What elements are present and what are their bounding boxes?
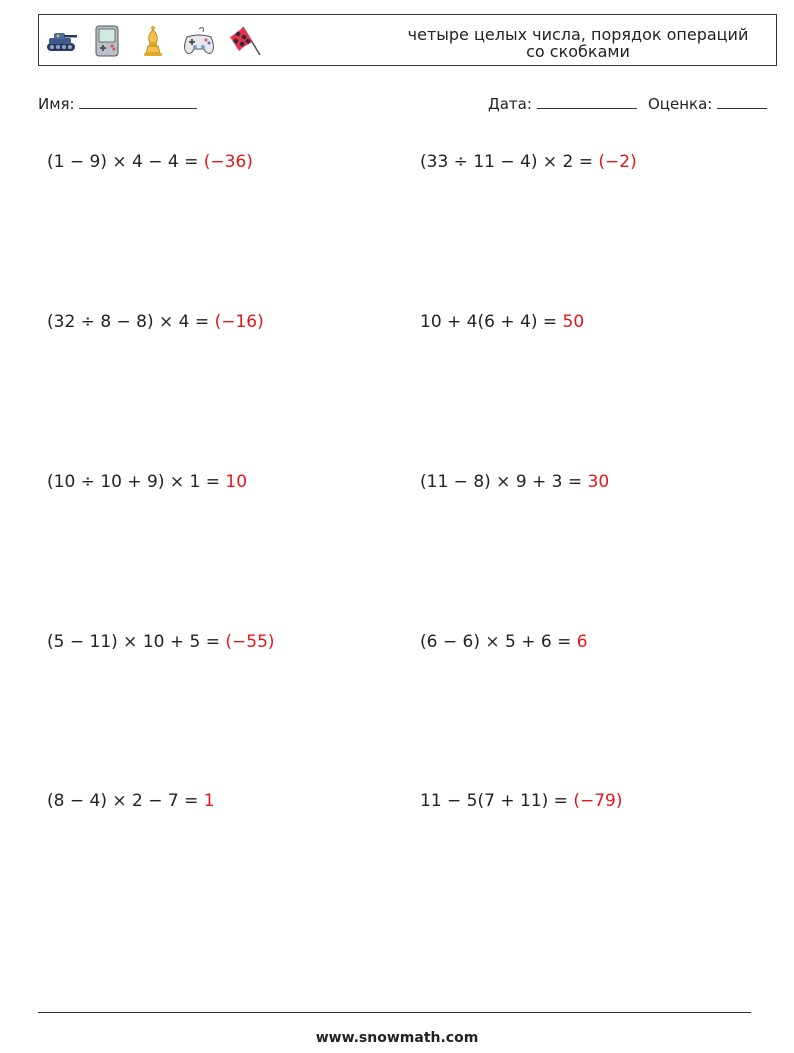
problem-answer: (−2)	[598, 152, 637, 172]
problem-9	[47, 791, 215, 811]
name-label: Имя:	[38, 95, 75, 113]
racing-flag-icon	[227, 23, 263, 59]
problem-expression: (8 − 4) × 2 − 7 =	[47, 791, 204, 811]
problem-1	[47, 152, 253, 172]
date-label: Дата:	[488, 95, 532, 113]
problem-answer: 50	[562, 312, 585, 332]
problem-expression: 10 + 4(6 + 4) =	[420, 312, 563, 332]
date-blank[interactable]	[537, 94, 637, 109]
grade-blank[interactable]	[717, 94, 767, 109]
footer-url[interactable]: www.snowmath.com	[315, 1030, 479, 1046]
problem-answer: (−79)	[573, 791, 623, 811]
problem-answer: (−55)	[225, 632, 275, 652]
header-icons	[43, 21, 263, 61]
problem-3	[47, 312, 264, 332]
handheld-game-icon	[89, 23, 125, 59]
grade-label: Оценка:	[648, 95, 713, 113]
problem-7	[47, 632, 275, 652]
problem-expression: (33 ÷ 11 − 4) × 2 =	[420, 152, 599, 172]
problem-expression: 11 − 5(7 + 11) =	[420, 791, 574, 811]
grade-field	[648, 94, 767, 113]
problem-answer: (−36)	[203, 152, 253, 172]
problem-answer: (−16)	[214, 312, 264, 332]
problem-expression: (6 − 6) × 5 + 6 =	[420, 632, 577, 652]
worksheet-header	[38, 14, 777, 66]
problem-answer: 30	[587, 472, 610, 492]
problem-2	[420, 152, 637, 172]
problem-expression: (32 ÷ 8 − 8) × 4 =	[47, 312, 215, 332]
chess-bishop-icon	[135, 23, 171, 59]
problem-answer: 6	[576, 632, 588, 652]
tank-icon	[43, 23, 79, 59]
problem-5	[47, 472, 247, 492]
problem-expression: (1 − 9) × 4 − 4 =	[47, 152, 204, 172]
problem-8	[420, 632, 588, 652]
problem-expression: (11 − 8) × 9 + 3 =	[420, 472, 588, 492]
name-field	[38, 94, 197, 113]
problem-answer: 10	[225, 472, 248, 492]
gamepad-icon	[181, 23, 217, 59]
name-blank[interactable]	[79, 94, 197, 109]
problem-4	[420, 312, 584, 332]
date-field	[488, 94, 637, 113]
problem-6	[420, 472, 609, 492]
problem-expression: (5 − 11) × 10 + 5 =	[47, 632, 226, 652]
problem-expression: (10 ÷ 10 + 9) × 1 =	[47, 472, 226, 492]
problem-answer: 1	[203, 791, 215, 811]
worksheet-title: четыре целых числа, порядок операций со скобками	[407, 25, 749, 61]
problem-10	[420, 791, 622, 811]
footer-divider	[38, 1012, 751, 1013]
